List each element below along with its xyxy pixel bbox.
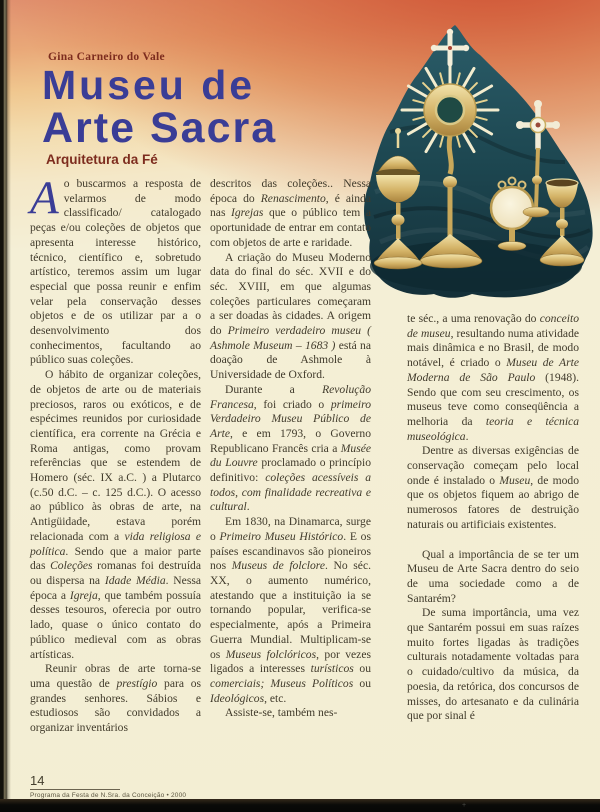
paragraph: descritos das coleções.. Nessa época do Renascimento, é ainda nas Igrejas que o público tem a oportunidade de entrar em contato com objetos de arte e raridade. [210,177,371,249]
binding-edge [0,0,11,800]
author-byline: Gina Carneiro do Vale [48,51,165,63]
registration-mark: + [462,802,467,809]
page-title-line-2: Arte Sacra [42,104,278,152]
paragraph: O hábito de organizar coleções, de objetos de arte ou de materiais preciosos, raros ou exóticos, e de espécimes reunidos por curiosidade científica, era corrente na Grécia e Roma antigas, como provam referências que se estendem de Homero (séc. IX a.C. ) a Plutarco (c.50 d.C. – c. 125 d.C.). O acesso ao público às obras de arte, na Antigüidade, estava porém relacionada com a vida religiosa e política. Sendo que a maior parte das Coleções romanas foi destruída ou dispersa na Idade Média. Nessa época a Igreja, que também possuía desses tesouros, oferecia por outro lado, quase o único contato do público medieval com as obras artísticas. [30,368,201,661]
article-subtitle: Arquitetura da Fé [46,152,158,167]
paragraph: A criação do Museu Moderno data do final do séc. XVII e do séc. XVIII, em que algumas coleções particulares começaram a ser doadas às cidades. A origem do Primeiro verdadeiro museu ( Ashmole Museum – 1683 ) está na doação de Ashmole à Universidade de Oxford. [210,250,371,382]
page-number: 14 [30,773,45,788]
text-column-2 [210,177,371,721]
paragraph: Em 1830, na Dinamarca, surge o Primeiro Museu Histórico. E os países escandinavos são pioneiros nos Museus de folclore. No séc. XX, o aumento numérico, atestando que a instituição ia se tornando popular, verifica-se especialmente, após a Primeira Guerra Mundial. Multiplicam-se os Museus folclóricos, por vezes ligados a interesses turísticos ou comerciais; Museus Políticos ou Ideológicos, etc. [210,515,372,705]
dropcap-letter: A [30,172,59,224]
text-column-1 [30,172,202,736]
text-column-3 [407,312,579,724]
paragraph: Assiste-se, também nes- [225,706,338,720]
scan-edge-bottom [0,799,600,812]
paragraph: Reunir obras de arte torna-se uma questão de prestígio para os grandes senhores. Sábios e estudiosos são convidados a organizar inventários [30,662,202,735]
paragraph: Durante a Revolução Francesa, foi criado o primeiro Verdadeiro Museu Público de Arte, e em 1793, o Governo Republicano Francês cria a Musée du Louvre proclamado o princípio definitivo: coleções acessíveis a todos, com finalidade recreativa e cultural. [210,382,371,514]
paragraph: De suma importância, uma vez que Santarém possui em suas raízes muito fortes ligadas às tradições culturais notadamente voltadas para o cuidado/cultivo da música, da poesia, da retórica, dos concursos de misses, do artesanato e da culinária que por sinal é [407,606,579,723]
paragraph: Ao buscarmos a resposta de velarmos de modo classificado/ catalogado peças e/ou coleções de objetos que apresenta interesse histórico, técnico, científico e, sobretudo artístico, teremos assim um lugar especial que possa reunir e enfim velar pela conservação desses objetos e de os utilizar par a o desenvolvimento dos conhecimentos, facultando ao público suas coleções. [30,172,201,367]
paragraph: Qual a importância de se ter um Museu de Arte Sacra dentro do seio de uma sociedade como a de Santarém? [407,547,579,605]
page-title-line-1: Museu de [42,62,256,108]
paragraph: Dentre as diversas exigências de conservação começam pelo local onde é instalado o Museu, de modo que os objetos fiquem ao abrigo de numerosos fatores de destruição naturais ou artificiais existentes. [407,444,579,531]
footer-rule [30,789,120,790]
paragraph: te séc., a uma renovação do conceito de museu, resultando numa atividade mais dinâmica e no Brasil, de modo notável, é criado o Museu de Arte Moderna de São Paulo (1948). Sendo que com seu crescimento, os museus teve como conseqüência a melhoria da teoria e técnica museológica. [407,312,580,443]
footer-caption: Programa da Festa de N.Sra. da Conceição • 2000 [30,792,187,799]
sacred-art-photo [350,12,594,304]
